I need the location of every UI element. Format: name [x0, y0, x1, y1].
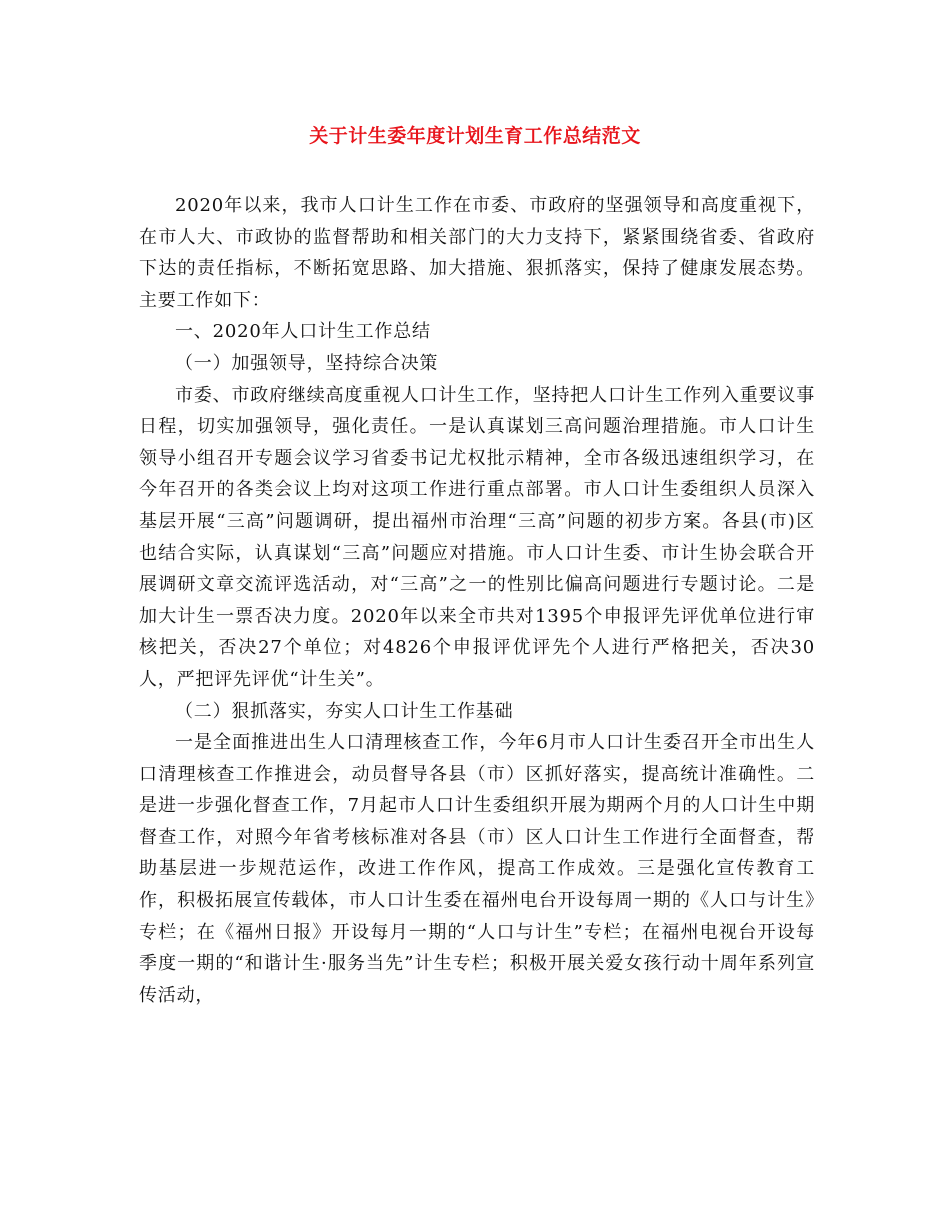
document-body [139, 190, 815, 1011]
document-title: 关于计生委年度计划生育工作总结范文 [309, 125, 641, 147]
paragraph-intro: 2020年以来，我市人口计生工作在市委、市政府的坚强领导和高度重视下，在市人大、市政协的监督帮助和相关部门的大力支持下，紧紧围绕省委、省政府下达的责任指标，不断拓宽思路、加大措施、狠抓落实，保持了健康发展态势。主要工作如下： [139, 195, 815, 311]
subsection-heading-2: （二）狠抓落实，夯实人口计生工作基础 [175, 700, 514, 722]
paragraph-implementation: 一是全面推进出生人口清理核查工作，今年6月市人口计生委召开全市出生人口清理核查工作推进会，动员督导各县（市）区抓好落实，提高统计准确性。二是进一步强化督查工作，7月起市人口计生委组织开展为期两个月的人口计生中期督查工作，对照今年省考核标准对各县（市）区人口计生工作进行全面督查，帮助基层进一步规范运作，改进工作作风，提高工作成效。三是强化宣传教育工作，积极拓展宣传载体，市人口计生委在福州电台开设每周一期的《人口与计生》专栏；在《福州日报》开设每月一期的“人口与计生”专栏；在福州电视台开设每季度一期的“和谐计生·服务当先”计生专栏；积极开展关爱女孩行动十周年系列宣传活动， [139, 732, 815, 1006]
section-heading-1: 一、2020年人口计生工作总结 [175, 321, 431, 343]
subsection-heading-1: （一）加强领导，坚持综合决策 [175, 352, 439, 374]
paragraph-leadership: 市委、市政府继续高度重视人口计生工作，坚持把人口计生工作列入重要议事日程，切实加强领导，强化责任。一是认真谋划三高问题治理措施。市人口计生领导小组召开专题会议学习省委书记尤权批示精神，全市各级迅速组织学习，在今年召开的各类会议上均对这项工作进行重点部署。市人口计生委组织人员深入基层开展“三高”问题调研，提出福州市治理“三高”问题的初步方案。各县(市)区也结合实际，认真谋划“三高”问题应对措施。市人口计生委、市计生协会联合开展调研文章交流评选活动，对“三高”之一的性别比偏高问题进行专题讨论。二是加大计生一票否决力度。2020年以来全市共对1395个申报评先评优单位进行审核把关，否决27个单位；对4826个申报评优评先个人进行严格把关，否决30人，严把评先评优“计生关”。 [139, 384, 815, 690]
